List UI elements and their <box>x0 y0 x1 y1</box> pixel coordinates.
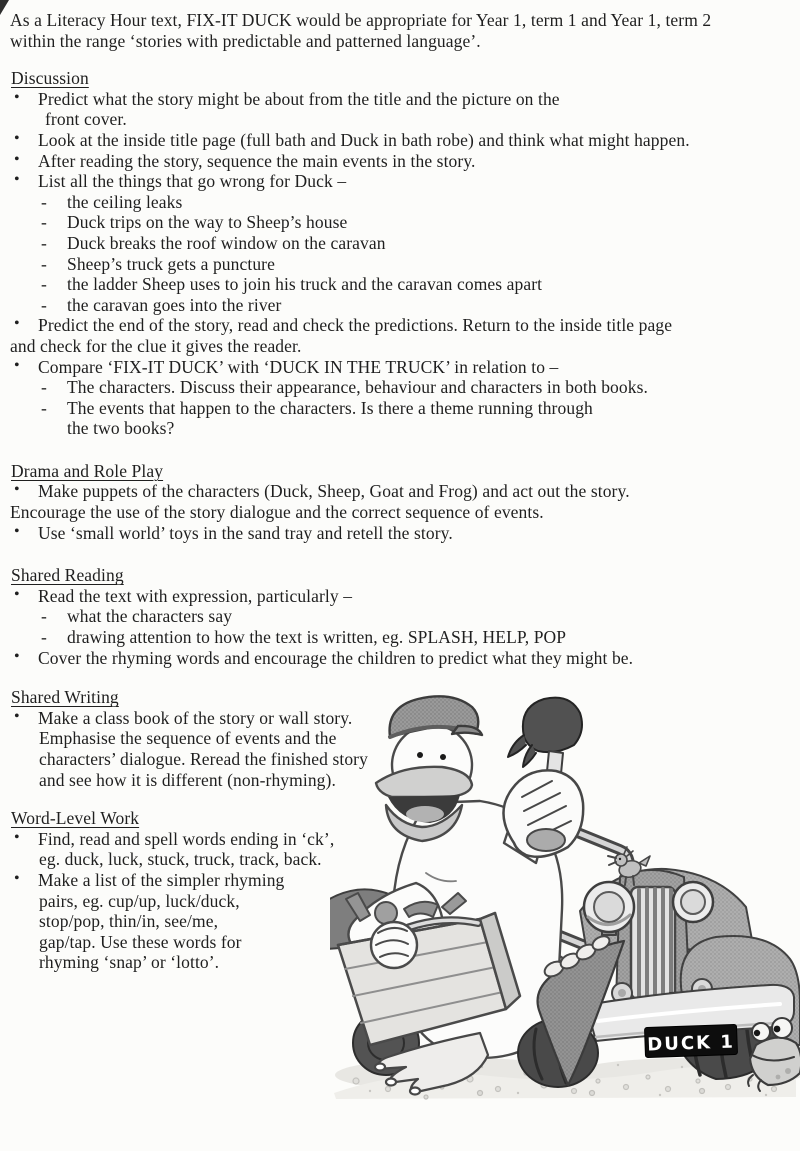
bullet-item: • Make puppets of the characters (Duck, Sheep, Goat and Frog) and act out the story. <box>0 481 800 502</box>
duck-eye <box>417 752 423 758</box>
bullet-item: • Find, read and spell words ending in ‘ck’, <box>0 829 800 850</box>
duck-eye <box>440 754 446 760</box>
dash-item: - Duck trips on the way to Sheep’s house <box>0 212 800 233</box>
bullet-item: • List all the things that go wrong for Duck – <box>0 171 800 192</box>
bullet-continuation: eg. duck, luck, stuck, truck, track, back. <box>39 849 322 870</box>
bullet-continuation: gap/tap. Use these words for <box>39 931 242 952</box>
dash-item: - drawing attention to how the text is written, eg. SPLASH, HELP, POP <box>0 627 800 648</box>
intro-line: As a Literacy Hour text, FIX-IT DUCK would be appropriate for Year 1, term 1 and Year 1, term 2 <box>10 10 712 30</box>
headlight-right <box>673 882 713 922</box>
dash-item: - The characters. Discuss their appearance, behaviour and characters in both books. <box>0 377 800 398</box>
bullet-item: • Use ‘small world’ toys in the sand tray and retell the story. <box>0 523 800 544</box>
bullet-continuation: stop/pop, thin/in, see/me, <box>39 911 219 932</box>
bullet-continuation: Encourage the use of the story dialogue and the correct sequence of events. <box>10 502 544 523</box>
bullet-continuation: Emphasise the sequence of events and the <box>39 728 337 749</box>
duck-tongue <box>406 806 444 822</box>
bullet-continuation: pairs, eg. cup/up, luck/duck, <box>39 890 240 911</box>
bullet-item: • Predict the end of the story, read and check the predictions. Return to the inside title page <box>0 315 800 336</box>
bullet-item: • After reading the story, sequence the main events in the story. <box>0 151 800 172</box>
license-plate <box>645 1024 738 1057</box>
illustration-duck-and-car <box>330 693 800 1105</box>
bullet-continuation: characters’ dialogue. Reread the finished story <box>39 749 368 769</box>
license-plate-text: DUCK 1 <box>646 1031 736 1056</box>
bullet-item: • Compare ‘FIX-IT DUCK’ with ‘DUCK IN THE TRUCK’ in relation to – <box>0 357 800 378</box>
heading-word-level: Word-Level Work <box>11 808 140 829</box>
bullet-item: • Cover the rhyming words and encourage the children to predict what they might be. <box>0 648 800 669</box>
dash-continuation: the two books? <box>67 418 175 439</box>
dash-item: - the caravan goes into the river <box>0 295 800 316</box>
glove-and-mallet <box>503 698 583 857</box>
bullet-continuation: rhyming ‘snap’ or ‘lotto’. <box>39 952 220 973</box>
bullet-continuation: front cover. <box>45 109 127 130</box>
dash-item: - the ceiling leaks <box>0 192 800 213</box>
mallet-head <box>523 698 582 753</box>
bullet-item: • Read the text with expression, particularly – <box>0 586 800 607</box>
intro-line: within the range ‘stories with predictable and patterned language’. <box>10 30 481 51</box>
bullet-item: • Predict what the story might be about from the title and the picture on the <box>0 89 800 110</box>
bullet-item: • Look at the inside title page (full bath and Duck in bath robe) and think what might happen. <box>0 130 800 151</box>
tool-can <box>375 902 397 924</box>
duck-bill-upper <box>376 767 472 797</box>
heading-drama: Drama and Role Play <box>11 460 164 481</box>
heading-shared-writing: Shared Writing <box>11 687 119 708</box>
dash-item: - Sheep’s truck gets a puncture <box>0 254 800 275</box>
heading-shared-reading: Shared Reading <box>11 565 124 586</box>
bullet-item: • Make a list of the simpler rhyming <box>0 870 800 891</box>
dash-item: - the ladder Sheep uses to join his truck and the caravan comes apart <box>0 274 800 295</box>
dash-item: - what the characters say <box>0 606 800 627</box>
bullet-continuation: and see how it is different (non-rhyming). <box>39 769 336 790</box>
glove-cuff <box>527 829 565 851</box>
dash-item: - Duck breaks the roof window on the caravan <box>0 233 800 254</box>
bullet-continuation: and check for the clue it gives the reader. <box>10 335 302 356</box>
dash-item: - The events that happen to the characters. Is there a theme running through <box>0 398 800 419</box>
bullet-item: • Make a class book of the story or wall story. <box>0 708 800 729</box>
heading-discussion: Discussion <box>11 68 89 89</box>
duck-fist <box>371 922 417 968</box>
